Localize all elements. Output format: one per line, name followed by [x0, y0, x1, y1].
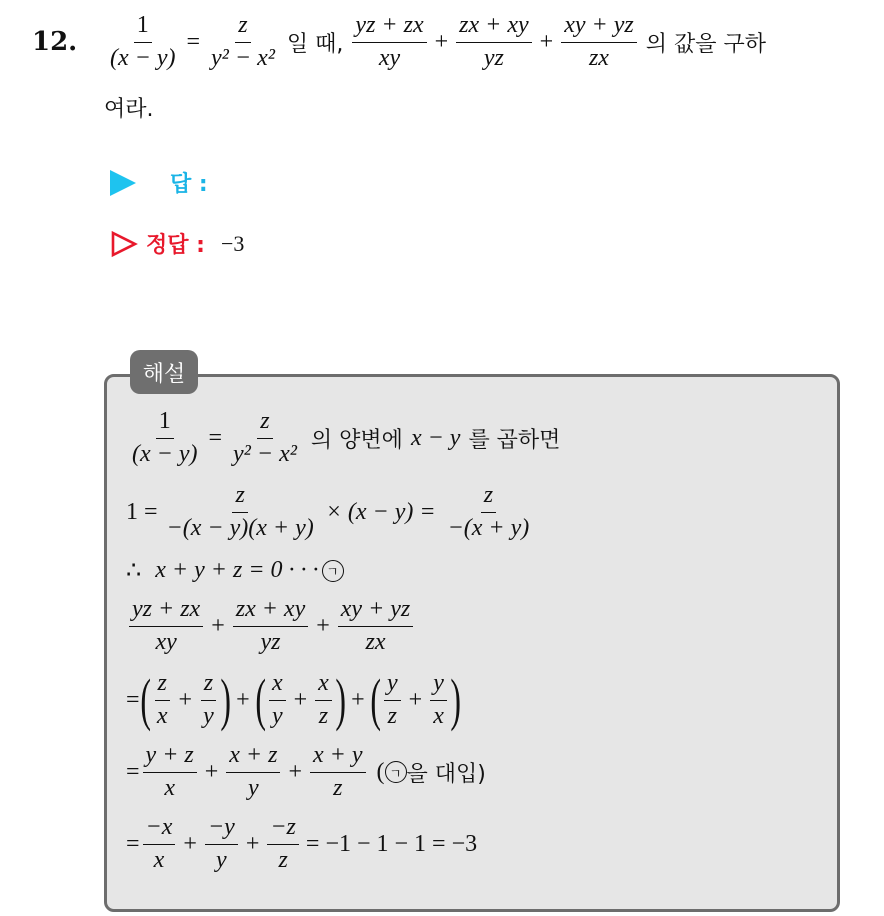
circled-giyeok-ref: ㄱ [385, 761, 407, 783]
question-term-3: $\frac{xy + yz}{zx}$ [561, 12, 637, 72]
circled-giyeok-mark: ㄱ [322, 560, 344, 582]
cond-rhs-fraction: $\frac{z}{\text{y² − x²}}$ [211, 12, 275, 71]
solution-line-7: = $\frac{-x}{x}$ + $\frac{-y}{y}$ + $\frac{-z}{z}$ = −1 − 1 − 1 = −3 [126, 814, 478, 873]
outline-arrow-icon [110, 230, 138, 258]
question-line: $\frac{1}{(x - y)}$ = $\frac{z}{\text{y² − x²}}$ 일 때, $\frac{yz + zx}{xy}$ + $\frac{zx + xy}{yz}$ + $\frac{xy + yz}{zx}$ 의 값을 구하 [104, 12, 766, 72]
answer-row [110, 167, 208, 198]
solution-line-5: = ( $\frac{z}{x}$ + $\frac{z}{y}$ ) + ( $\frac{x}{y}$ + $\frac{x}{z}$ ) + ( $\frac{y}{z}$ + $\frac{y}{x}$ ) [126, 667, 461, 733]
solution-line-4: $\frac{yz + zx}{xy}$ + $\frac{zx + xy}{yz}$ + $\frac{xy + yz}{zx}$ [126, 596, 416, 656]
question-term-2: $\frac{zx + xy}{yz}$ [456, 12, 532, 72]
play-arrow-icon [110, 170, 136, 196]
question-text-continued: 여라. [104, 97, 154, 122]
solution-tag: 해설 [130, 350, 198, 394]
cond-lhs-fraction: $\frac{1}{(x - y)}$ [110, 12, 176, 71]
question-text-ask: 의 값을 구하 [645, 31, 766, 57]
question-number: 12. [32, 27, 78, 57]
final-result: = −1 − 1 − 1 = −3 [305, 830, 478, 857]
solution-line-3: ∴ x + y + z = 0 · · · ㄱ [126, 556, 344, 585]
correct-answer-row [110, 228, 244, 259]
answer-label: 답 : [170, 172, 208, 197]
solution-line-2: 1 = $\frac{z}{-(x - y)(x + y)}$ × (x − y) = $\frac{z}{-(x + y)}$ [126, 482, 530, 541]
question-text-when: 일 때, [286, 31, 344, 57]
correct-answer-label: 정답 : [146, 233, 205, 258]
question-term-1: $\frac{yz + zx}{xy}$ [352, 12, 426, 72]
solution-line-1: $\frac{1}{(x - y)}$ = $\frac{z}{\text{y² − x²}}$ 의 양변에 x − y 를 곱하면 [132, 408, 561, 467]
solution-line-6: = $\frac{y + z}{x}$ + $\frac{x + z}{y}$ + $\frac{x + y}{z}$ ( ㄱ 을 대입) [126, 742, 486, 801]
correct-answer-value: −3 [220, 230, 245, 256]
